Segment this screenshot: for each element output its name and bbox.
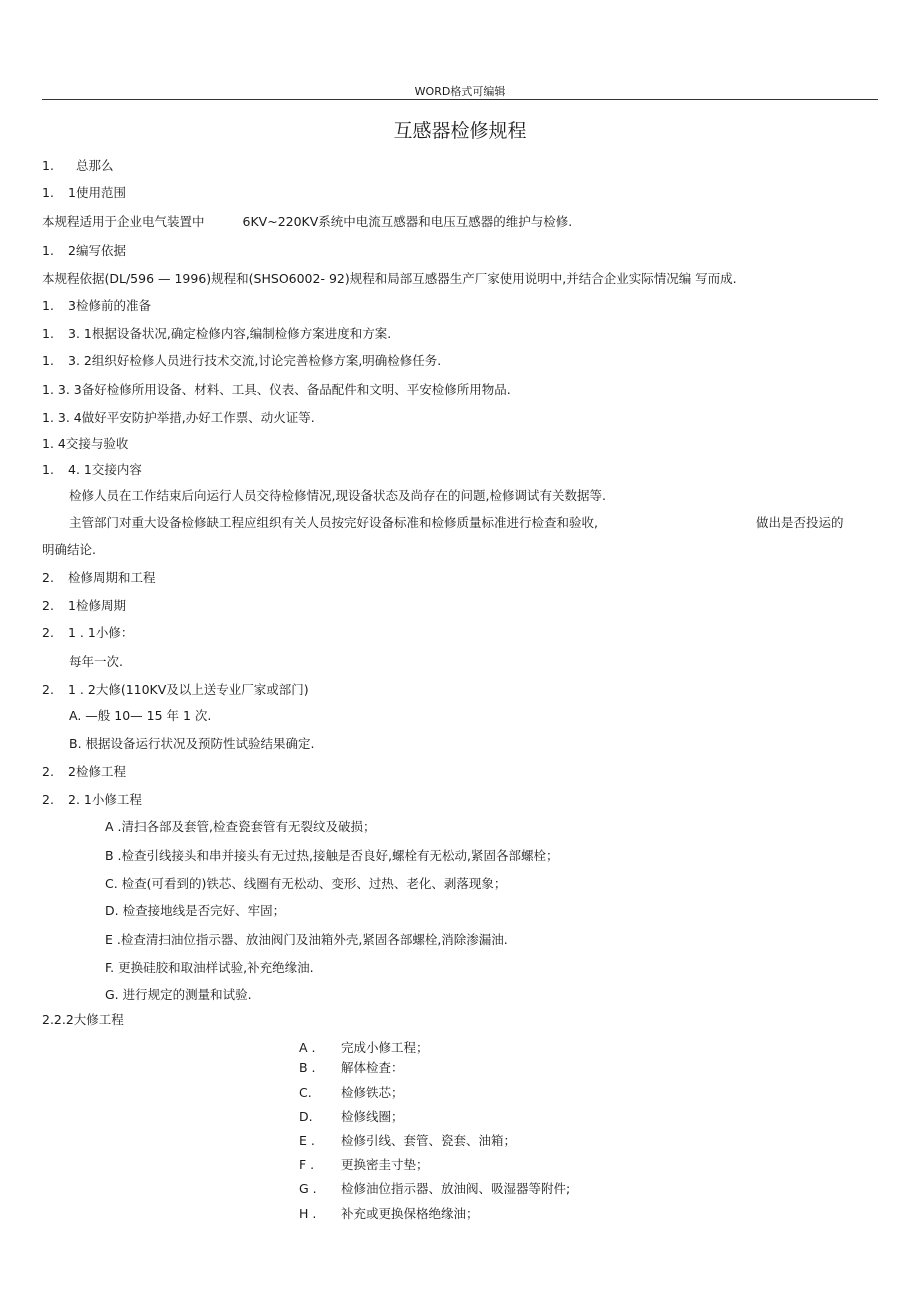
- header-rule: [42, 99, 878, 100]
- section-1-3-4: 1. 3. 4做好平安防护举措,办好工作票、动火证等.: [42, 410, 315, 425]
- section-2-1-1: 2. 1 . 1小修：: [42, 625, 134, 640]
- minor-item-c: C. 检查(可看到的)铁芯、线圈有无松动、变形、过热、老化、剥落现象；: [105, 876, 507, 891]
- section-1: 1. 总那么: [42, 158, 114, 173]
- section-2: 2. 检修周期和工程: [42, 570, 156, 585]
- section-1-4-1: 1. 4. 1交接内容: [42, 462, 142, 477]
- section-2-1-2-a: A. —般 10— 15 年 1 次.: [69, 708, 212, 723]
- section-1-3-3: 1. 3. 3备好检修所用设备、材料、工具、仪表、备品配件和文明、平安检修所用物品.: [42, 382, 511, 397]
- major-item-c: C. 检修铁芯；: [299, 1085, 404, 1100]
- section-1-4-1-para-2a: 主管部门对重大设备检修缺工程应组织有关人员按完好设备标准和检修质量标准进行检查和验收,: [69, 515, 598, 530]
- major-item-e: E . 检修引线、套管、瓷套、油箱；: [299, 1133, 517, 1148]
- section-2-2-2: 2.2.2大修工程: [42, 1012, 124, 1027]
- section-1-3-1: 1. 3. 1根据设备状况,确定检修内容,编制检修方案进度和方案.: [42, 326, 392, 341]
- section-1-2-body: 本规程依据(DL/596 — 1996)规程和(SHSO6002- 92)规程和局部互感器生产厂家使用说明中,并结合企业实际情况编 写而成.: [42, 271, 737, 286]
- page-title: 互感器检修规程: [393, 120, 527, 142]
- minor-item-g: G. 进行规定的测量和试验.: [105, 987, 252, 1002]
- section-1-2: 1. 2编写依据: [42, 243, 126, 258]
- section-1-1: 1. 1使用范围: [42, 185, 126, 200]
- section-2-1-1-body: 每年一次.: [69, 654, 123, 669]
- minor-item-f: F. 更换硅胶和取油样试验,补充绝缘油.: [105, 960, 314, 975]
- major-item-b: B . 解体检査：: [299, 1060, 404, 1075]
- minor-item-b: B .检查引线接头和串并接头有无过热,接触是否良好,螺栓有无松动,紧固各部螺栓；: [105, 848, 559, 863]
- section-1-1-body: 本规程适用于企业电气装置中 6KV~220KV系统中电流互感器和电压互感器的维护与检修.: [42, 214, 573, 229]
- major-item-d: D. 检修线圈；: [299, 1109, 404, 1124]
- minor-item-e: E .检查清扫油位指示器、放油阀门及油箱外壳,紧固各部螺栓,消除渗漏油.: [105, 932, 508, 947]
- section-2-1-2-b: B. 根据设备运行状况及预防性试验结果确定.: [69, 736, 315, 751]
- section-1-3-2: 1. 3. 2组织好检修人员进行技术交流,讨论完善检修方案,明确检修任务.: [42, 353, 442, 368]
- major-item-a: A . 完成小修工程；: [299, 1040, 429, 1055]
- section-1-4-1-para-2b: 做出是否投运的: [756, 515, 844, 530]
- section-1-3: 1. 3检修前的准备: [42, 298, 151, 313]
- minor-item-d: D. 检查接地线是否完好、牢固；: [105, 903, 286, 918]
- major-item-h: H . 补充或更换保格绝缘油；: [299, 1206, 479, 1221]
- minor-item-a: A .清扫各部及套管,检查瓷套管有无裂纹及破损；: [105, 819, 376, 834]
- section-1-4-1-para-1: 检修人员在工作结束后向运行人员交待检修情况,现设备状态及尚存在的问题,检修调试有关数据等.: [69, 488, 606, 503]
- section-1-4: 1. 4交接与验收: [42, 436, 129, 451]
- section-2-1: 2. 1检修周期: [42, 598, 126, 613]
- section-2-2-1: 2. 2. 1小修工程: [42, 792, 142, 807]
- major-item-f: F . 更换密圭寸垫；: [299, 1157, 429, 1172]
- section-1-4-1-para-2c: 明确结论.: [42, 542, 96, 557]
- major-item-g: G . 检修油位指示器、放油阀、吸湿器等附件;: [299, 1181, 571, 1196]
- section-2-2: 2. 2检修工程: [42, 764, 126, 779]
- section-2-1-2: 2. 1 . 2大修(110KV及以上送专业厂家或部门): [42, 682, 309, 697]
- page-header: WORD格式可编辑: [414, 85, 506, 98]
